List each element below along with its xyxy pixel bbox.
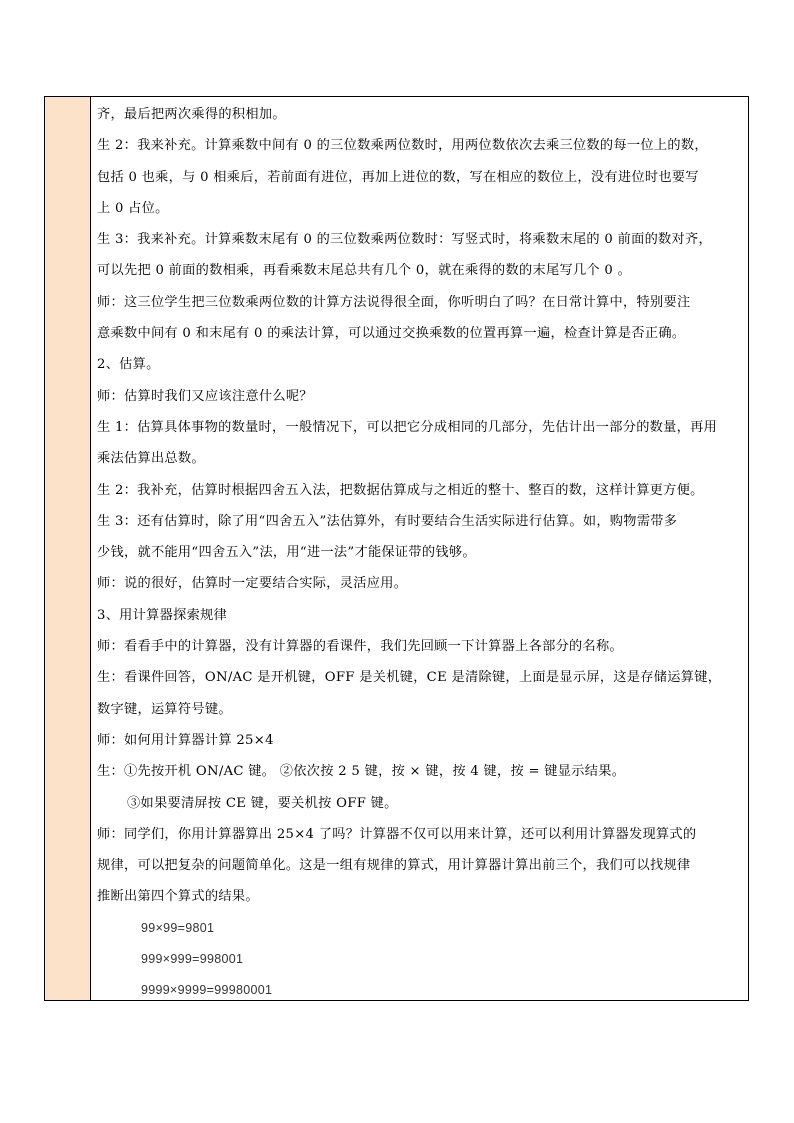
section-heading: 3、用计算器探索规律 [97, 607, 228, 623]
equation-line: 9999×9999=99980001 [141, 983, 273, 998]
text-line: 规律，可以把复杂的问题简单化。这是一组有规律的算式，用计算器计算出前三个，我们可以找规律 [97, 858, 691, 874]
text-line: 师：估算时我们又应该注意什么呢？ [97, 388, 313, 404]
text-line: 师：同学们，你用计算器算出 25×4 了吗？计算器不仅可以用来计算，还可以利用计算器发现算式的 [97, 826, 697, 842]
text-line: 生 2：我补充，估算时根据四舍五入法，把数据估算成与之相近的整十、整百的数，这样计算更方便。 [97, 482, 704, 498]
lesson-content [91, 97, 748, 1000]
text-line: 师：看看手中的计算器，没有计算器的看课件，我们先回顾一下计算器上各部分的名称。 [97, 639, 624, 655]
text-line: 生 3：我来补充。计算乘数末尾有 0 的三位数乘两位数时：写竖式时，将乘数末尾的 0 前面的数对齐， [97, 232, 713, 248]
text-line: 乘法估算出总数。 [97, 451, 205, 467]
text-line: 意乘数中间有 0 和末尾有 0 的乘法计算，可以通过交换乘数的位置再算一遍，检查计算是否正确。 [97, 326, 686, 342]
text-line: 师：说的很好，估算时一定要结合实际，灵活应用。 [97, 576, 408, 592]
text-line: 上 0 占位。 [97, 200, 169, 216]
text-line: 可以先把 0 前面的数相乘，再看乘数末尾总共有几个 0，就在乘得的数的末尾写几个 0 。 [97, 263, 632, 279]
text-line: 齐，最后把两次乘得的积相加。 [97, 107, 286, 122]
text-line: 师：这三位学生把三位数乘两位数的计算方法说得很全面，你听明白了吗？在日常计算中，特别要注 [97, 294, 691, 310]
text-line: 生 1：估算具体事物的数量时，一般情况下，可以把它分成相同的几部分，先估计出一部分的数量，再用 [97, 419, 718, 435]
text-line: 少钱，就不能用“四舍五入”法，用“进一法”才能保证带的钱够。 [97, 545, 476, 561]
equation-line: 99×99=9801 [141, 920, 215, 935]
section-heading: 2、估算。 [97, 357, 160, 373]
text-line: 生 3：还有估算时，除了用“四舍五入”法估算外，有时要结合生活实际进行估算。如，购物需带多 [97, 513, 678, 529]
text-line: 生：看课件回答，ON/AC 是开机键，OFF 是关机键，CE 是清除键，上面是显示屏，这是存储运算键， [97, 670, 722, 686]
equation-line: 999×999=998001 [141, 952, 244, 967]
text-line: 包括 0 也乘，与 0 相乘后，若前面有进位，再加上进位的数，写在相应的数位上，没有进位时也要写 [97, 169, 699, 185]
text-line: 师：如何用计算器计算 25×4 [97, 732, 274, 748]
text-line: 生：①先按开机 ON/AC 键。 ②依次按 2 5 键，按 × 键，按 4 键，按 = 键显示结果。 [97, 764, 626, 780]
lesson-table [44, 96, 749, 1001]
text-line: 推断出第四个算式的结果。 [97, 889, 259, 905]
text-line: 生 2：我来补充。计算乘数中间有 0 的三位数乘两位数时，用两位数依次去乘三位数的每一位上的数， [97, 138, 708, 154]
text-line: 数字键，运算符号键。 [97, 701, 232, 717]
shaded-side-column [45, 97, 91, 1000]
text-line: ③如果要清屏按 CE 键，要关机按 OFF 键。 [127, 795, 398, 811]
